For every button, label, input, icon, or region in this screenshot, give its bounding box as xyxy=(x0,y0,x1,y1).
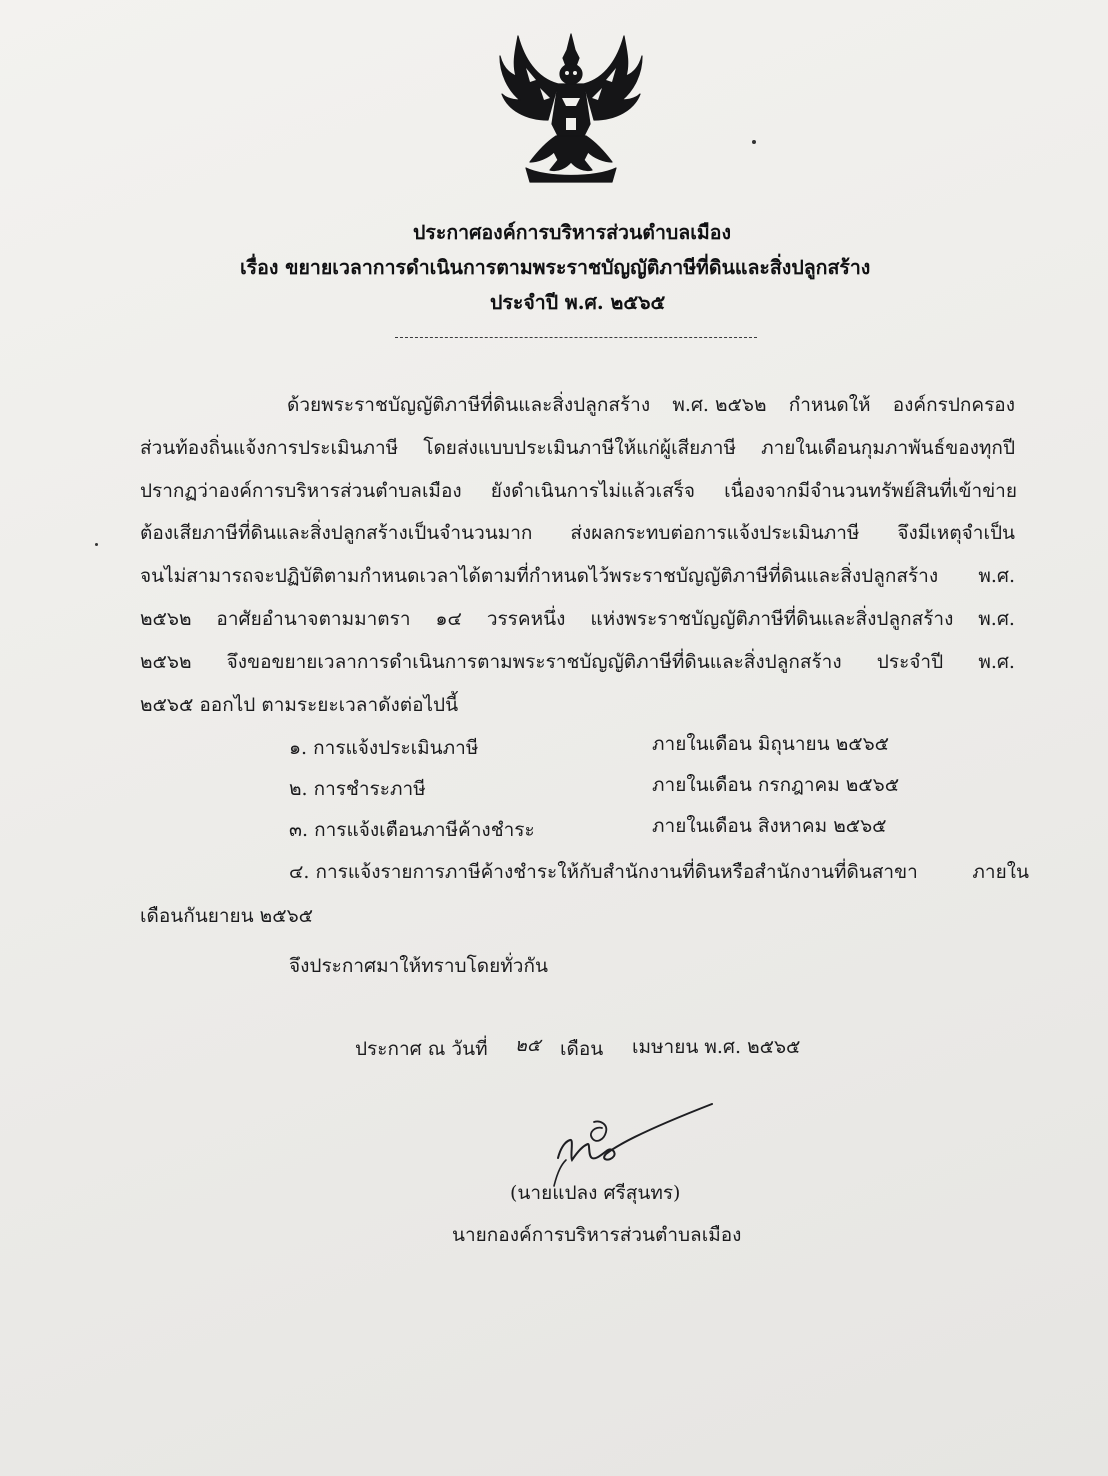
body-line-5 xyxy=(140,567,1015,586)
garuda-emblem-icon xyxy=(496,28,646,188)
body-text: ๑๔ xyxy=(435,608,462,630)
body-text: โดยส่งแบบประเมินภาษีให้แก่ผู้เสียภาษี xyxy=(423,437,737,459)
body-text: จนไม่สามารถจะปฏิบัติตามกำหนดเวลาได้ตามที่กำหนดไว้พระราชบัญญัติภาษีที่ดินและสิ่งปลูกสร้าง xyxy=(140,565,939,587)
body-text: ๒๕๖๒ xyxy=(140,651,192,673)
header-divider xyxy=(395,337,757,338)
schedule-item-4-tail: ภายใน xyxy=(972,861,1029,883)
body-line-4 xyxy=(140,524,1015,543)
body-text: เนื่องจากมีจำนวนทรัพย์สินที่เข้าข่าย xyxy=(724,480,1017,502)
body-text: กำหนดให้ xyxy=(788,394,871,416)
signatory-position: นายกองค์การบริหารส่วนตำบลเมือง xyxy=(452,1224,742,1246)
schedule-item-4-text: ๔. การแจ้งรายการภาษีค้างชำระให้กับสำนักงานที่ดินหรือสำนักงานที่ดินสาขา xyxy=(289,861,918,883)
body-line-3 xyxy=(140,482,1017,501)
announcement-day-handwritten: ๒๕ xyxy=(515,1035,541,1056)
body-text: พ.ศ. xyxy=(978,608,1015,630)
announcement-date-month-label: เดือน xyxy=(560,1038,604,1060)
closing-statement: จึงประกาศมาให้ทราบโดยทั่วกัน xyxy=(289,955,548,977)
body-text: จึงขอขยายเวลาการดำเนินการตามพระราชบัญญัติภาษีที่ดินและสิ่งปลูกสร้าง xyxy=(226,651,842,673)
body-text: ๒๕๖๒ xyxy=(140,608,192,630)
body-text: ส่วนท้องถิ่นแจ้งการประเมินภาษี xyxy=(140,437,399,459)
paper-speck xyxy=(95,543,98,546)
announcement-date-month-year: เมษายน พ.ศ. ๒๕๖๕ xyxy=(632,1036,801,1058)
body-text: องค์กรปกครอง xyxy=(892,394,1015,416)
announcement-issuer: ประกาศองค์การบริหารส่วนตำบลเมือง xyxy=(413,221,731,244)
handwritten-signature xyxy=(530,1098,720,1188)
schedule-item-2: ๒. การชำระภาษี xyxy=(289,778,426,800)
schedule-item-4 xyxy=(289,863,1029,882)
body-text: วรรคหนึ่ง xyxy=(486,608,566,630)
schedule-date-1: ภายในเดือน มิถุนายน ๒๕๖๕ xyxy=(652,733,890,755)
body-text: ส่งผลกระทบต่อการแจ้งประเมินภาษี xyxy=(570,522,860,544)
body-line-1 xyxy=(287,396,1015,415)
body-line-2 xyxy=(140,439,1015,458)
body-text: พ.ศ. ๒๕๖๒ xyxy=(672,394,767,416)
schedule-item-4-date: เดือนกันยายน ๒๕๖๕ xyxy=(140,905,314,927)
announcement-fiscal-year: ประจำปี พ.ศ. ๒๕๖๕ xyxy=(490,291,666,314)
body-line-7 xyxy=(140,653,1015,672)
body-line-8: ๒๕๖๕ ออกไป ตามระยะเวลาดังต่อไปนี้ xyxy=(140,694,459,716)
body-text: ยังดำเนินการไม่แล้วเสร็จ xyxy=(490,480,696,502)
body-text: ประจำปี xyxy=(876,651,944,673)
body-text: ภายในเดือนกุมภาพันธ์ของทุกปี xyxy=(761,437,1015,459)
schedule-date-2: ภายในเดือน กรกฎาคม ๒๕๖๕ xyxy=(652,774,900,796)
body-text: พ.ศ. xyxy=(978,651,1015,673)
body-text: ด้วยพระราชบัญญัติภาษีที่ดินและสิ่งปลูกสร้าง xyxy=(287,394,651,416)
body-text: ต้องเสียภาษีที่ดินและสิ่งปลูกสร้างเป็นจำนวนมาก xyxy=(140,522,533,544)
announcement-date-prefix: ประกาศ ณ วันที่ xyxy=(355,1038,488,1060)
body-text: แห่งพระราชบัญญัติภาษีที่ดินและสิ่งปลูกสร้าง xyxy=(590,608,954,630)
body-text: ปรากฏว่าองค์การบริหารส่วนตำบลเมือง xyxy=(140,480,462,502)
body-text: อาศัยอำนาจตามมาตรา xyxy=(216,608,411,630)
schedule-date-3: ภายในเดือน สิงหาคม ๒๕๖๕ xyxy=(652,815,887,837)
signatory-name: (นายแปลง ศรีสุนทร) xyxy=(510,1182,681,1204)
announcement-subject: เรื่อง ขยายเวลาการดำเนินการตามพระราชบัญญัติภาษีที่ดินและสิ่งปลูกสร้าง xyxy=(240,256,871,279)
schedule-item-3: ๓. การแจ้งเตือนภาษีค้างชำระ xyxy=(289,819,535,841)
schedule-item-1: ๑. การแจ้งประเมินภาษี xyxy=(289,737,479,759)
body-text: พ.ศ. xyxy=(978,565,1015,587)
body-line-6 xyxy=(140,610,1015,629)
paper-speck xyxy=(752,140,756,144)
body-text: จึงมีเหตุจำเป็น xyxy=(897,522,1015,544)
